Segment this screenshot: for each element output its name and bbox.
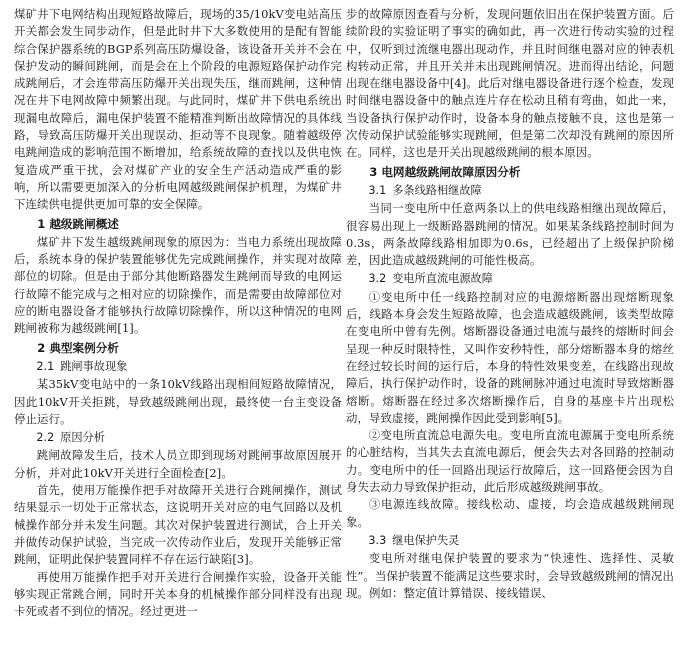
section-2-heading bbox=[14, 340, 342, 357]
section-3-3-number: 3.3 bbox=[368, 533, 387, 547]
section-3-2-paragraph-2: ②变电所直流总电源失电。变电所直流电源属于变电所系统的心脏结构，当其失去直流电源后，便会失去对各回路的控制动力。变电所中的任一回路出现运行故障后，这一回路便会因为自身失去动力导致保护拒动，此后形成越级跳闸事故。 bbox=[346, 428, 674, 495]
section-3-3-heading bbox=[346, 532, 674, 549]
section-3-2-number: 3.2 bbox=[368, 272, 387, 286]
section-2-number: 2 bbox=[37, 340, 46, 355]
section-3-2-title: 变电所直流电源故障 bbox=[392, 272, 493, 286]
section-2-2-paragraph-1: 跳闸故障发生后，技术人员立即到现场对跳闸事故原因展开分析，并对此10kV开关进行全面检查[2]。 bbox=[14, 448, 342, 480]
section-1-title: 越级跳闸概述 bbox=[49, 216, 119, 231]
section-3-1-title: 多条线路相继故障 bbox=[392, 183, 482, 197]
section-1-paragraph: 煤矿井下发生越级跳闸现象的原因为：当电力系统出现故障后，系统本身的保护装置能够优先完成跳闸操作，并实现对故障部位的切除。但是由于部分其他断路器发生跳闸而导致的电网运行故障不能完成与之相对应的切除操作，而是需要由故障部位对应的断电器设备才能够执行故障切除操作，所以这种情况的电网跳闸被称为越级跳闸[1]。 bbox=[14, 234, 342, 336]
section-3-2-paragraph-3: ③电源连线故障。接线松动、虚接，均会造成越级跳闸现象。 bbox=[346, 497, 674, 529]
section-3-3-paragraph: 变电所对继电保护装置的要求为“快速性、选择性、灵敏性”。当保护装置不能满足这些要求时，会导致越级跳闸的情况出现。例如：整定值计算错误、接线错误、 bbox=[346, 551, 674, 600]
section-2-2-title: 原因分析 bbox=[60, 431, 105, 445]
section-2-2-number: 2.2 bbox=[36, 431, 55, 445]
section-2-1-number: 2.1 bbox=[36, 359, 55, 373]
section-3-1-paragraph: 当同一变电所中任意两条以上的供电线路相继出现故障后，很容易出现上一级断路器跳闸的情况。如果某条线路控制时间为0.3s，两条故障线路相加即为0.6s，已经超出了上级保护阶梯差，因此造成越级跳闸的可能性极高。 bbox=[346, 201, 674, 268]
right-column bbox=[346, 6, 674, 602]
section-3-2-heading bbox=[346, 270, 674, 287]
section-2-title: 典型案例分析 bbox=[49, 340, 119, 355]
section-2-2-paragraph-2: 首先，使用万能操作把手对故障开关进行合跳闸操作，测试结果显示一切处于正常状态，这说明开关对应的电气回路以及机械操作部分并未发生问题。其次对保护装置进行测试，合上开关并做传动保护试验，当完成一次传动作业后，发现开关能够正常跳闸，证明此保护装置同样不存在运行缺陷[3]。 bbox=[14, 483, 342, 567]
left-column bbox=[14, 6, 342, 620]
section-3-1-heading bbox=[346, 182, 674, 199]
section-3-1-number: 3.1 bbox=[368, 183, 387, 197]
section-2-1-paragraph: 某35kV变电站中的一条10kV线路出现相间短路故障情况，因此10kV开关拒跳，导致越级跳闸出现，最终使一台主变设备停止运行。 bbox=[14, 377, 342, 426]
section-3-2-paragraph-1: ①变电所中任一线路控制对应的电源熔断器出现熔断现象后，线路本身会发生短路故障，也会造成越级跳闸，该类型故障在变电所中曾有先例。熔断器设备通过电流与最终的熔断时间会呈现一种反时限特性，又叫作安秒特性，部分熔断器本身的熔丝在经过较长时间的运行后，本身的特性效果变差，在线路出现故障后，执行保护动作时，设备的跳闸脉冲通过电流时导致熔断器熔断。熔断器在经过多次熔断操作后，自身的基座卡片出现松动，导致虚接，跳闸操作因此受到影响[5]。 bbox=[346, 289, 674, 425]
section-3-title: 电网越级跳闸故障原因分析 bbox=[381, 164, 521, 179]
section-1-heading bbox=[14, 216, 342, 233]
section-1-number: 1 bbox=[37, 216, 46, 231]
section-3-3-title: 继电保护失灵 bbox=[392, 533, 460, 547]
section-2-1-heading bbox=[14, 358, 342, 375]
continued-paragraph: 步的故障原因查看与分析，发现问题依旧出在保护装置方面。后续阶段的实验证明了事实的确如此，再一次进行传动实验的过程中，仅听到过流继电器出现动作，并且时间继电器对应的钟表机构转动正常，并且开关并未出现跳闸情况。进而得出结论，问题出现在继电器设备中[4]。此后对继电器设备进行逐个检查，发现时间继电器设备中的触点连片存在松动且稍有弯曲，如此一来，当设备执行保护动作时，设备本身的触点接触不良，这也是第一次传动保护试验能够实现跳闸，但是第二次却没有跳闸的原因所在。同样，这也是开关出现越级跳闸的根本原因。 bbox=[346, 7, 674, 160]
intro-paragraph-1: 煤矿井下电网结构出现短路故障后，现场的35/10kV变电站高压开关都会发生同步动作，但是此时井下大多数使用的是配有智能综合保护器系统的BGP系列高压防爆设备，该设备开关并不会在保护发动的瞬间跳闸，而是会在上个阶段的电源短路保护动作完成跳闸后，才会连带高压防爆开关出现失压，继而跳闸，这种情况在井下电网故障中频繁出现。与此同时，煤矿井下供电系统出现漏电故障后，漏电保护装置不能精准判断出故障情况的具体线路，导致高压防爆开关出现误动、拒动等不良现象。随着越级停电跳闸造成的影响范围不断增加，给系统故障的查找以及供电恢复造成严重干扰，会对煤矿产业的安全生产活动造成严重的影响，所以需要更加深入的分析电网越级跳闸保护机理，为煤矿井下连续供电提供更加可靠的安全保障。 bbox=[14, 7, 342, 212]
section-2-1-title: 跳闸事故现象 bbox=[60, 359, 128, 373]
section-2-2-paragraph-3: 再使用万能操作把手对开关进行合闸操作实验，设备开关能够实现正常跳合闸，同时开关本身的机械操作部分同样没有出现卡死或者不到位的情况。经过更进一 bbox=[14, 569, 342, 619]
section-2-2-heading bbox=[14, 429, 342, 446]
section-3-heading bbox=[346, 164, 674, 181]
section-3-number: 3 bbox=[369, 164, 378, 179]
